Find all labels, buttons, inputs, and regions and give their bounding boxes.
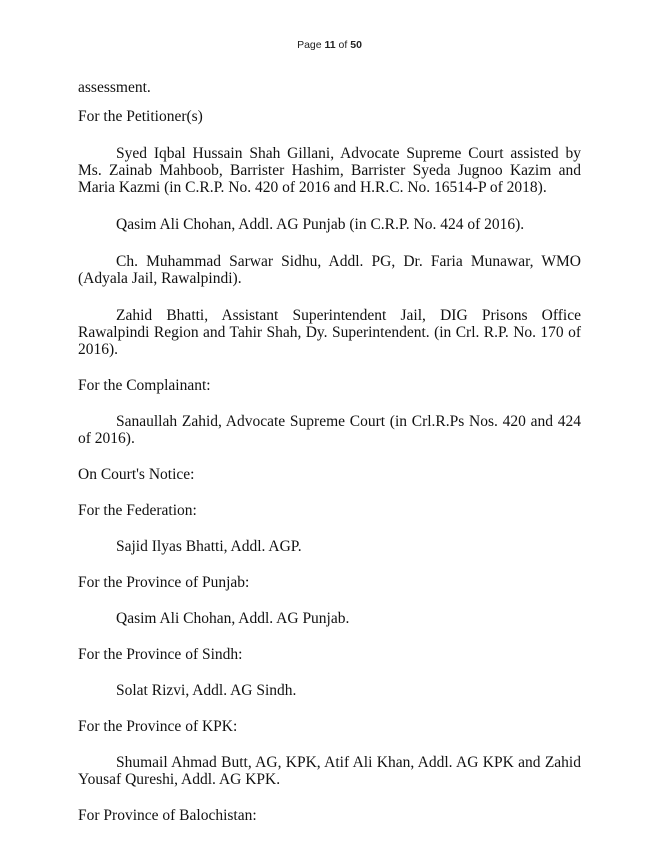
federation-heading: For the Federation: (78, 502, 197, 519)
document-body (78, 79, 581, 824)
kpk-heading: For the Province of KPK: (78, 718, 238, 735)
balochistan-heading: For Province of Balochistan: (78, 807, 257, 824)
page-number: 11 (324, 39, 336, 51)
complainant-heading: For the Complainant: (78, 377, 211, 394)
petitioners-heading: For the Petitioner(s) (78, 108, 203, 125)
courts-notice-heading: On Court's Notice: (78, 466, 195, 483)
punjab-heading: For the Province of Punjab: (78, 574, 250, 591)
petitioner-counsel-1: Syed Iqbal Hussain Shah Gillani, Advocate Supreme Court assisted by Ms. Zainab Mahboob, Barrister Hashim, Barrister Syeda Jugnoo Kazim and Maria Kazmi (in C.R.P. No. 420 of 2016 and H.R.C. No. 16514-P of 2018). (78, 145, 581, 196)
page-header (0, 39, 659, 51)
sindh-heading: For the Province of Sindh: (78, 646, 243, 663)
complainant-counsel: Sanaullah Zahid, Advocate Supreme Court (in Crl.R.Ps Nos. 420 and 424 of 2016). (78, 413, 581, 447)
page-of-label: of (338, 39, 348, 51)
page-total: 50 (350, 39, 362, 51)
federation-counsel: Sajid Ilyas Bhatti, Addl. AGP. (116, 538, 302, 555)
continuation-text: assessment. (78, 79, 151, 96)
petitioner-counsel-2: Qasim Ali Chohan, Addl. AG Punjab (in C.R.P. No. 424 of 2016). (116, 216, 525, 233)
petitioner-counsel-3: Ch. Muhammad Sarwar Sidhu, Addl. PG, Dr. Faria Munawar, WMO (Adyala Jail, Rawalpindi). (78, 253, 581, 287)
kpk-counsel: Shumail Ahmad Butt, AG, KPK, Atif Ali Khan, Addl. AG KPK and Zahid Yousaf Qureshi, Addl. AG KPK. (78, 754, 581, 788)
petitioner-counsel-4: Zahid Bhatti, Assistant Superintendent Jail, DIG Prisons Office Rawalpindi Region and Tahir Shah, Dy. Superintendent. (in Crl. R.P. No. 170 of 2016). (78, 307, 581, 358)
page-label: Page (297, 39, 322, 51)
sindh-counsel: Solat Rizvi, Addl. AG Sindh. (116, 682, 297, 699)
punjab-counsel: Qasim Ali Chohan, Addl. AG Punjab. (116, 610, 350, 627)
